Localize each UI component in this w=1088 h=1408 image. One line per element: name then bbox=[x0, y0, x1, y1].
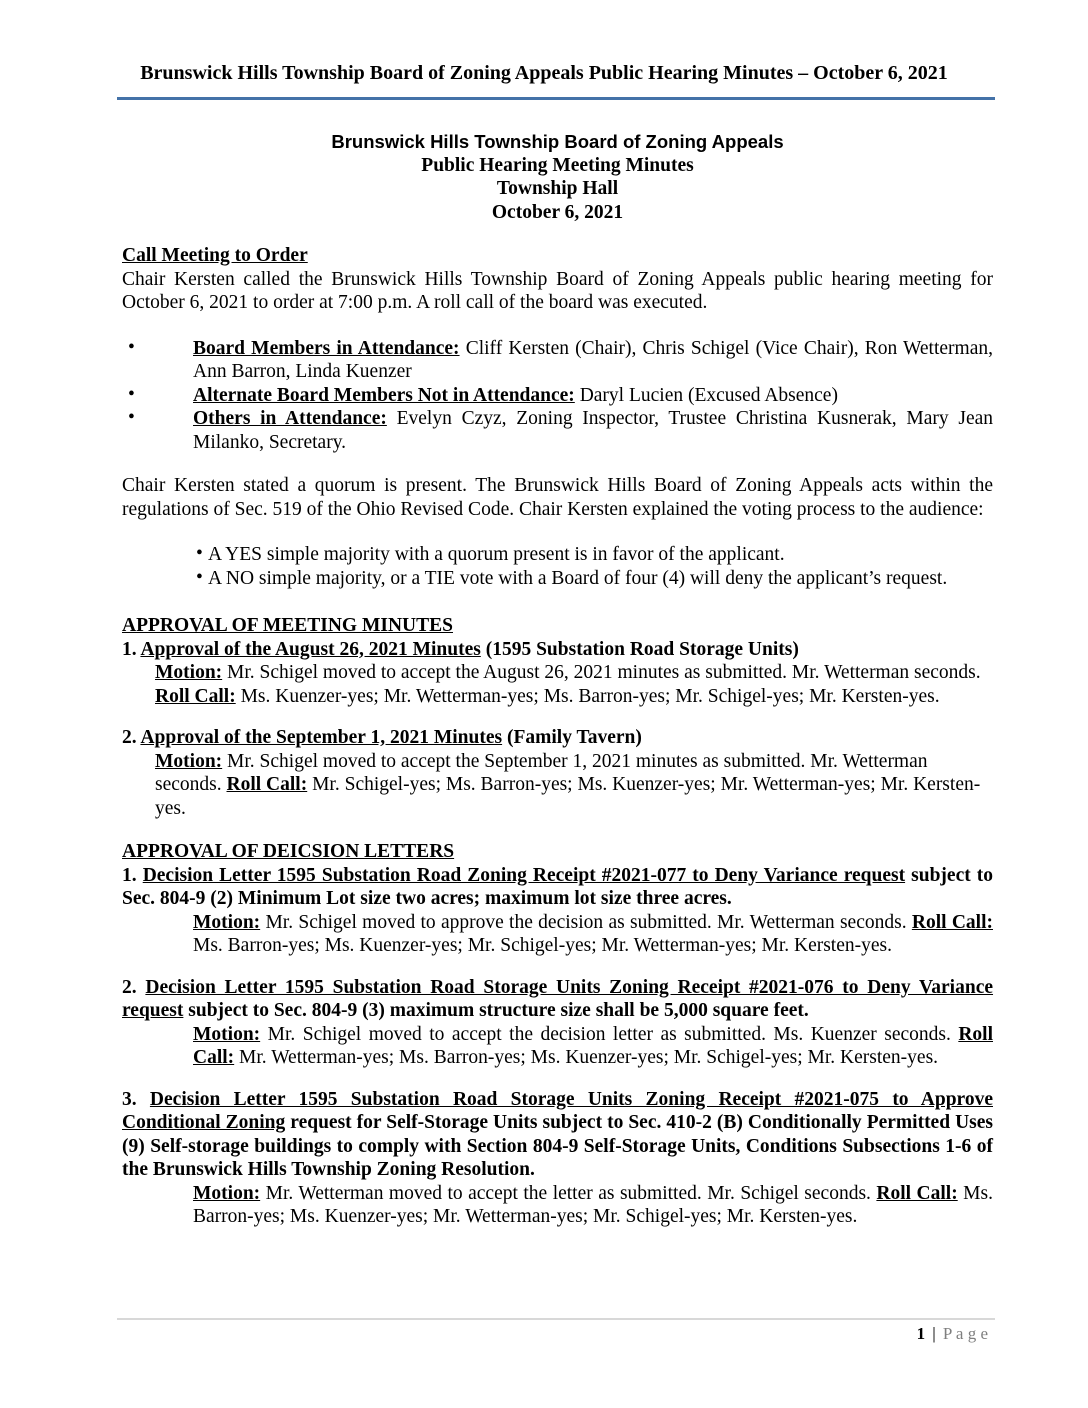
motion-label: Motion: bbox=[193, 1182, 261, 1204]
motion-text: Mr. Wetterman moved to accept the letter as submitted. Mr. Schigel seconds. bbox=[260, 1182, 877, 1204]
voting-rule-text: A NO simple majority, or a TIE vote with a Board of four (4) will deny the applicant’s request. bbox=[208, 567, 948, 589]
minutes-item-2 bbox=[122, 726, 993, 820]
roll-call-votes: Mr. Schigel-yes; Ms. Barron-yes; Ms. Kuenzer-yes; Mr. Wetterman-yes; Mr. Kersten-yes. bbox=[155, 774, 981, 819]
item-number: 2. bbox=[122, 976, 146, 998]
roll-call-votes: Ms. Barron-yes; Ms. Kuenzer-yes; Mr. Schigel-yes; Mr. Wetterman-yes; Mr. Kersten-yes. bbox=[193, 935, 892, 956]
motion-paragraph bbox=[193, 1182, 993, 1229]
roll-call-label: Roll Call: bbox=[911, 911, 993, 933]
roll-call-label: Roll Call: bbox=[226, 774, 308, 795]
attendance-item-board-members bbox=[122, 337, 993, 384]
motion-paragraph bbox=[155, 661, 993, 708]
attendance-label: Others in Attendance: bbox=[193, 408, 387, 429]
decision-letter-title bbox=[122, 976, 993, 1023]
meeting-date: October 6, 2021 bbox=[491, 201, 624, 223]
motion-label: Motion: bbox=[155, 662, 223, 683]
minutes-item-1 bbox=[122, 638, 993, 709]
item-title-suffix: subject to Sec. 804-9 (3) maximum structure size shall be 5,000 square feet. bbox=[183, 1000, 809, 1021]
item-number: 1. bbox=[122, 864, 143, 886]
footer-page-label: P a g e bbox=[942, 1324, 988, 1343]
motion-text: Mr. Schigel moved to accept the September 1, 2021 minutes as submitted. Mr. Wetterman seconds. bbox=[155, 750, 928, 795]
attendance-names: Evelyn Czyz, Zoning Inspector, Trustee Christina Kusnerak, Mary Jean Milanko, Secretary. bbox=[193, 408, 994, 453]
motion-label: Motion: bbox=[193, 1023, 261, 1045]
motion-text: Mr. Schigel moved to accept the decision letter as submitted. Ms. Kuenzer seconds. bbox=[260, 1023, 959, 1045]
document-body bbox=[122, 130, 993, 1229]
minutes-item-title bbox=[122, 726, 993, 750]
bullet-icon: • bbox=[128, 336, 135, 358]
item-title-text: Approval of the August 26, 2021 Minutes bbox=[140, 638, 481, 660]
item-number: 1. bbox=[122, 638, 141, 660]
decision-letter-2 bbox=[122, 976, 993, 1070]
voting-rule-yes bbox=[122, 543, 993, 567]
motion-label: Motion: bbox=[155, 750, 223, 772]
decision-letter-1 bbox=[122, 864, 993, 958]
title-block bbox=[122, 130, 993, 224]
decision-letter-title bbox=[122, 864, 993, 911]
item-title-suffix: request for Self-Storage Units subject to Sec. 410-2 (B) Conditionally Permitted Uses (9) Self-storage buildings to comply with Section 804-9 Self-Storage Units, Conditions Subsections 1-6 of the Brunswick Hills Township Zoning Resolution. bbox=[122, 1112, 993, 1180]
voting-rules-list bbox=[122, 543, 993, 590]
attendance-label: Board Members in Attendance: bbox=[193, 337, 460, 359]
motion-text: Mr. Schigel moved to accept the August 26, 2021 minutes as submitted. Mr. Wetterman seconds. bbox=[222, 662, 981, 683]
section-heading-call-to-order: Call Meeting to Order bbox=[122, 245, 308, 266]
attendance-names: Daryl Lucien (Excused Absence) bbox=[574, 384, 838, 406]
attendance-names: Cliff Kersten (Chair), Chris Schigel (Vice Chair), Ron Wetterman, Ann Barron, Linda Kuenzer bbox=[193, 337, 993, 382]
quorum-paragraph: Chair Kersten stated a quorum is present. The Brunswick Hills Board of Zoning Appeals acts within the regulations of Sec. 519 of the Ohio Revised Code. Chair Kersten explained the voting process to the audience: bbox=[122, 475, 993, 520]
org-name: Brunswick Hills Township Board of Zoning Appeals bbox=[331, 131, 784, 152]
motion-paragraph bbox=[193, 1023, 993, 1070]
bullet-icon: • bbox=[196, 566, 203, 588]
section-heading-meeting-minutes: APPROVAL OF MEETING MINUTES bbox=[122, 615, 453, 636]
bullet-icon: • bbox=[196, 543, 203, 564]
footer-page-number: 1 bbox=[916, 1324, 926, 1343]
bullet-icon: • bbox=[128, 407, 135, 428]
footer-page-indicator bbox=[917, 1324, 988, 1344]
doc-type: Public Hearing Meeting Minutes bbox=[421, 154, 694, 176]
motion-label: Motion: bbox=[193, 911, 261, 933]
header-divider bbox=[117, 97, 995, 100]
footer-divider bbox=[117, 1318, 995, 1320]
voting-rule-no bbox=[122, 567, 993, 591]
item-title-suffix: (Family Tavern) bbox=[502, 727, 642, 748]
motion-text: Mr. Schigel moved to approve the decision as submitted. Mr. Wetterman seconds. bbox=[260, 911, 912, 933]
roll-call-label: Roll Call: bbox=[876, 1182, 958, 1204]
item-number: 3. bbox=[122, 1088, 150, 1110]
roll-call-votes: Ms. Kuenzer-yes; Mr. Wetterman-yes; Ms. Barron-yes; Mr. Schigel-yes; Mr. Kersten-yes. bbox=[235, 685, 940, 707]
page-header-title: Brunswick Hills Township Board of Zoning Appeals Public Hearing Minutes – October 6, 2021 bbox=[140, 62, 948, 84]
roll-call-votes: Mr. Wetterman-yes; Ms. Barron-yes; Ms. Kuenzer-yes; Mr. Schigel-yes; Mr. Kersten-yes. bbox=[234, 1047, 939, 1068]
roll-call-label: Roll Call: bbox=[155, 685, 236, 707]
item-title-text: Decision Letter 1595 Substation Road Storage Units Zoning Receipt #2021-076 to Deny Variance request bbox=[122, 976, 994, 1021]
attendance-item-others bbox=[122, 407, 993, 454]
attendance-list bbox=[122, 337, 993, 455]
item-number: 2. bbox=[122, 727, 141, 748]
decision-letter-3 bbox=[122, 1088, 993, 1229]
motion-paragraph bbox=[155, 750, 993, 821]
item-title-suffix: subject to Sec. 804-9 (2) Minimum Lot size two acres; maximum lot size three acres. bbox=[122, 864, 994, 909]
decision-letter-title bbox=[122, 1088, 993, 1182]
footer-separator: | bbox=[932, 1324, 936, 1343]
motion-paragraph bbox=[193, 911, 993, 958]
venue: Township Hall bbox=[496, 178, 619, 199]
minutes-item-title bbox=[122, 638, 993, 662]
voting-rule-text: A YES simple majority with a quorum present is in favor of the applicant. bbox=[208, 544, 785, 565]
bullet-icon: • bbox=[128, 383, 135, 405]
section-heading-decision-letters: APPROVAL OF DEICSION LETTERS bbox=[122, 841, 455, 862]
item-title-text: Decision Letter 1595 Substation Road Storage Units Zoning Receipt #2021-075 to Approve Conditional Zoning bbox=[122, 1088, 993, 1133]
roll-call-label: Roll Call: bbox=[193, 1023, 993, 1068]
call-to-order-paragraph: Chair Kersten called the Brunswick Hills Township Board of Zoning Appeals public hearing meeting for October 6, 2021 to order at 7:00 p.m. A roll call of the board was executed. bbox=[122, 268, 993, 313]
item-title-suffix: (1595 Substation Road Storage Units) bbox=[480, 638, 799, 660]
roll-call-votes: Ms. Barron-yes; Ms. Kuenzer-yes; Mr. Wetterman-yes; Mr. Schigel-yes; Mr. Kersten-yes. bbox=[193, 1182, 993, 1227]
item-title-text: Approval of the September 1, 2021 Minutes bbox=[140, 727, 503, 748]
attendance-label: Alternate Board Members Not in Attendance: bbox=[193, 384, 575, 406]
attendance-item-alternates bbox=[122, 384, 993, 408]
item-title-text: Decision Letter 1595 Substation Road Zoning Receipt #2021-077 to Deny Variance request bbox=[142, 864, 906, 886]
